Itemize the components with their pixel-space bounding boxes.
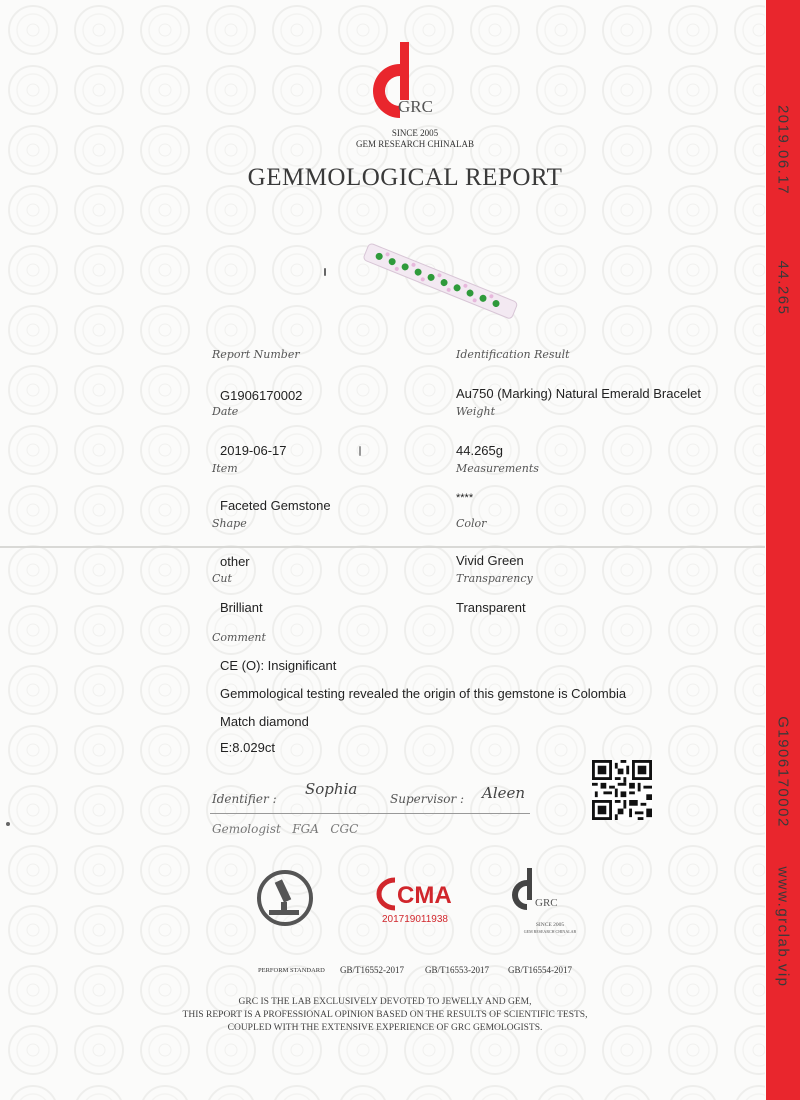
side-website: www.grclab.vip xyxy=(774,866,792,988)
grc-logo xyxy=(360,40,450,130)
label-report-number: Report Number xyxy=(212,348,300,361)
value-cut: Brilliant xyxy=(220,600,263,615)
standard-item: GB/T16552-2017 xyxy=(340,965,404,975)
value-identification-result: Au750 (Marking) Natural Emerald Bracelet xyxy=(456,386,701,401)
identifier-signature: Sophia xyxy=(305,780,358,798)
brand-caption xyxy=(300,128,530,150)
label-date: Date xyxy=(212,405,239,418)
footer-disclaimer xyxy=(150,996,620,1035)
value-weight: 44.265g xyxy=(456,443,503,458)
supervisor-signature: Aleen xyxy=(482,784,526,802)
cma-seal-icon xyxy=(375,876,455,912)
label-weight: Weight xyxy=(456,405,495,418)
value-shape: other xyxy=(220,554,250,569)
footer-line: THIS REPORT IS A PROFESSIONAL OPINION BASED ON THE RESULTS OF SCIENTIFIC TESTS, xyxy=(182,1010,588,1020)
cma-number: 201719011938 xyxy=(382,914,448,925)
grc-small-lab: GEM RESEARCH CHINALAB xyxy=(523,929,577,934)
microscope-seal-icon xyxy=(255,868,315,928)
scan-speck xyxy=(359,446,361,456)
comment-line: Match diamond xyxy=(220,714,309,729)
grc-logo-text: GRC xyxy=(398,97,433,116)
value-item: Faceted Gemstone xyxy=(220,498,331,513)
since-text: SINCE 2005 xyxy=(391,128,439,138)
cma-label: CMA xyxy=(397,882,452,909)
grc-small-logo-text: GRC xyxy=(535,897,558,909)
side-report-number: G1906170002 xyxy=(774,716,792,828)
grc-small-since: SINCE 2005 xyxy=(535,922,565,928)
value-measurements: **** xyxy=(456,492,474,504)
standard-item: GB/T16553-2017 xyxy=(425,965,489,975)
label-item: Item xyxy=(212,462,238,475)
signature-line xyxy=(210,813,530,814)
value-date: 2019-06-17 xyxy=(220,443,287,458)
label-transparency: Transparency xyxy=(456,572,533,585)
grc-small-logo xyxy=(505,866,595,936)
qr-code[interactable] xyxy=(592,760,652,820)
lab-name: GEM RESEARCH CHINALAB xyxy=(355,139,474,149)
identifier-label: Identifier : xyxy=(212,792,277,806)
comment-line: E:8.029ct xyxy=(220,740,275,755)
label-comment: Comment xyxy=(212,631,266,644)
footer-line: GRC IS THE LAB EXCLUSIVELY DEVOTED TO JEWELLY AND GEM, xyxy=(238,997,532,1007)
side-weight: 44.265 xyxy=(774,260,792,316)
value-color: Vivid Green xyxy=(456,553,524,568)
supervisor-label: Supervisor : xyxy=(390,792,465,806)
label-cut: Cut xyxy=(212,572,232,585)
standard-item: GB/T16554-2017 xyxy=(508,965,572,975)
comment-line: CE (O): Insignificant xyxy=(220,658,337,673)
value-transparency: Transparent xyxy=(456,600,526,615)
label-measurements: Measurements xyxy=(456,462,539,475)
fold-line xyxy=(0,546,765,548)
side-date: 2019.06.17 xyxy=(774,104,792,196)
standards-label: PERFORM STANDARD xyxy=(258,967,325,974)
value-report-number: G1906170002 xyxy=(220,388,303,403)
label-color: Color xyxy=(456,517,487,530)
footer-line: COUPLED WITH THE EXTENSIVE EXPERIENCE OF GRC GEMOLOGISTS. xyxy=(227,1023,543,1033)
scan-speck xyxy=(324,268,326,276)
scan-speck xyxy=(6,822,10,826)
report-title: GEMMOLOGICAL REPORT xyxy=(247,164,563,191)
comment-line: Gemmological testing revealed the origin of this gemstone is Colombia xyxy=(220,686,627,701)
credentials: Gemologist FGA CGC xyxy=(212,822,359,836)
label-identification-result: Identification Result xyxy=(456,348,570,361)
bracelet-photo xyxy=(350,240,530,325)
label-shape: Shape xyxy=(212,517,247,530)
